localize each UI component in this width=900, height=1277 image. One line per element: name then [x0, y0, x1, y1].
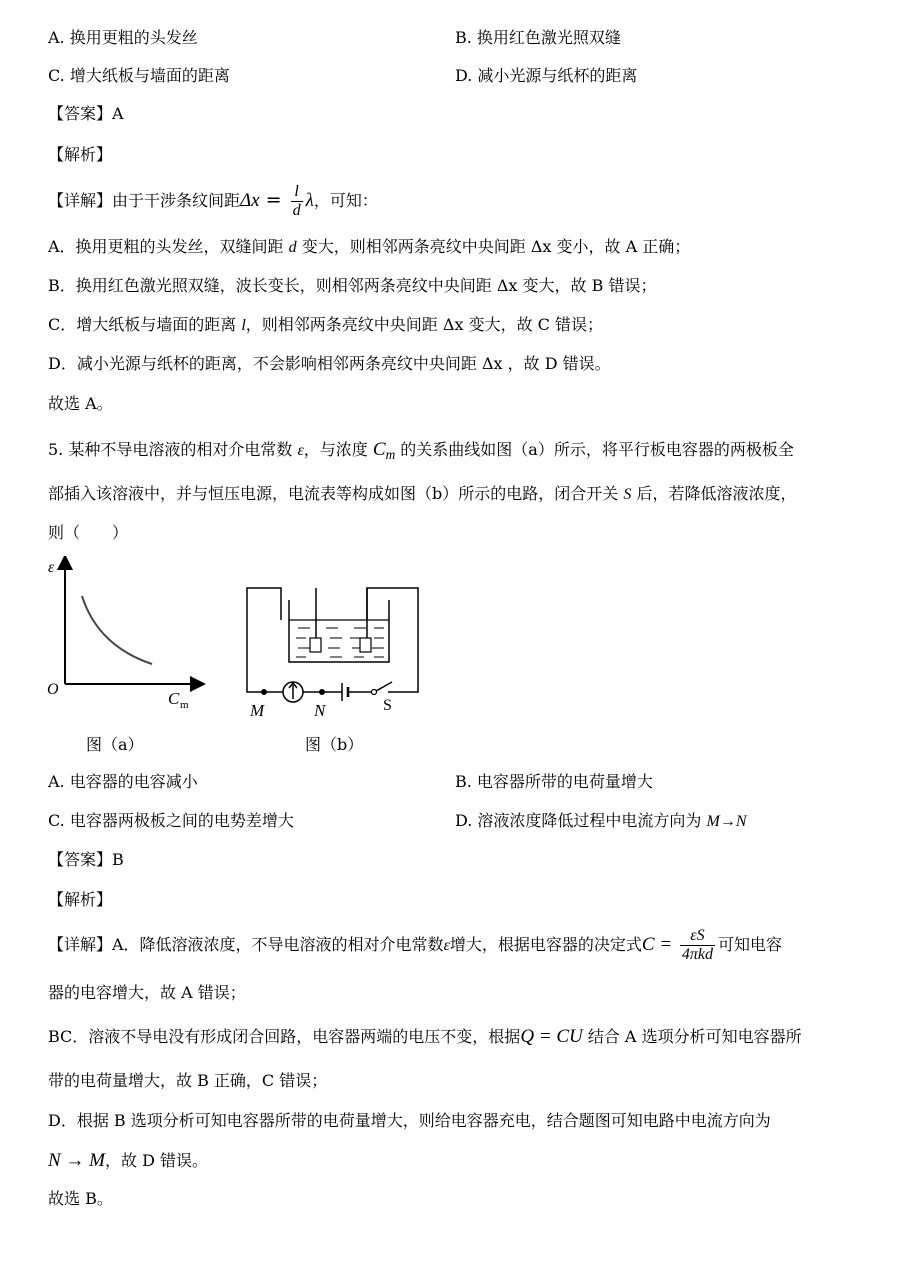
capacitor-plate-left — [310, 638, 321, 652]
switch-lever — [376, 682, 392, 691]
q4-detail-line — [48, 180, 378, 221]
q5-stem-line2: 部插入该溶液中，并与恒压电源，电流表等构成如图（b）所示的电路，闭合开关 S 后，若降低溶液浓度， — [48, 484, 797, 503]
label-m: M — [250, 701, 265, 720]
q5-option-a: A. 电容器的电容减小 — [48, 772, 198, 791]
beaker — [289, 600, 389, 662]
q4-option-a: A. 换用更粗的头发丝 — [48, 28, 198, 47]
switch-contact — [372, 690, 377, 695]
q5-detail-d-line2: N → M，故 D 错误。 — [48, 1150, 209, 1171]
q4-analysis-label: 【解析】 — [48, 145, 113, 164]
q5-detail-bc-line1: BC．溶液不导电没有形成闭合回路，电容器两端的电压不变，根据Q = CU 结合 A 选项分析可知电容器所 — [48, 1026, 802, 1047]
math-delta-x: Δx — [240, 190, 260, 211]
q5-option-c: C. 电容器两极板之间的电势差增大 — [48, 811, 294, 830]
circuit-right-wire — [367, 588, 418, 692]
figure-a-epsilon-vs-concentration — [40, 556, 210, 716]
figure-a-origin: O — [47, 681, 59, 698]
label-n: N — [314, 701, 326, 720]
q4-answer: 【答案】A — [48, 104, 124, 123]
math-equals: = — [259, 189, 288, 211]
q5-detail-d-line1: D．根据 B 选项分析可知电容器所带的电荷量增大，则给电容器充电，结合题图可知电路中电流方向为 — [48, 1111, 771, 1130]
q5-detail-bc-line2: 带的电荷量增大，故 B 正确，C 错误； — [48, 1071, 328, 1090]
q4-option-d: D. 减小光源与纸杯的距离 — [455, 66, 638, 85]
figure-a-y-label: ε — [48, 559, 55, 576]
math-lambda: λ — [305, 190, 314, 211]
q5-detail-a-line1: 【详解】A．降低溶液浓度，不导电溶液的相对介电常数ε增大，根据电容器的决定式C = $\frac{\varepsilon S}{\text{4πkd}}$ 可知电容 — [48, 927, 783, 963]
capacitor-plate-right — [360, 638, 371, 652]
figure-a-caption: 图（a） — [86, 735, 144, 754]
q5-stem-line1: 5. 某种不导电溶液的相对介电常数 ε，与浓度 $C_m$ 的关系曲线如图（a）所示，将平行板电容器的两极板全 — [48, 439, 794, 463]
node-n — [319, 689, 325, 695]
figure-a-curve — [82, 596, 152, 664]
q5-option-d: D. 溶液浓度降低过程中电流方向为 M→N — [455, 811, 747, 830]
circuit-left-wire — [247, 588, 281, 692]
figure-a-x-label-sub: m — [180, 699, 189, 711]
math-fraction-l-over-d: $\frac{l}{d}$ — [292, 183, 301, 219]
node-m — [261, 689, 267, 695]
math-fraction-capacitance: $\frac{\varepsilon S}{\text{4πkd}}$ — [681, 927, 714, 963]
q5-analysis-label: 【解析】 — [48, 890, 113, 909]
q4-detail-text-tail: ，可知： — [313, 191, 378, 210]
q4-explanation-c: C．增大纸板与墙面的距离 l，则相邻两条亮纹中央间距 Δx 变大，故 C 错误； — [48, 315, 603, 334]
q4-explanation-a: A．换用更粗的头发丝，双缝间距 d 变大，则相邻两条亮纹中央间距 Δx 变小，故 A 正确； — [48, 237, 691, 256]
q5-stem-line3: 则（ ） — [48, 523, 129, 542]
q5-choose: 故选 B。 — [48, 1189, 113, 1208]
q5-answer: 【答案】B — [48, 850, 124, 869]
q4-option-c: C. 增大纸板与墙面的距离 — [48, 66, 230, 85]
q4-explanation-b: B．换用红色激光照双缝，波长变长，则相邻两条亮纹中央间距 Δx 变大，故 B 错误； — [48, 276, 657, 295]
q5-detail-a-line2: 器的电容增大，故 A 错误； — [48, 983, 246, 1002]
figure-a-x-label: C — [168, 689, 180, 708]
label-s: S — [383, 697, 392, 714]
q5-option-b: B. 电容器所带的电荷量增大 — [455, 772, 653, 791]
figure-b-circuit — [238, 580, 438, 720]
q4-choose: 故选 A。 — [48, 394, 113, 413]
q4-detail-text: 【详解】由于干涉条纹间距 — [48, 191, 241, 210]
figure-b-caption: 图（b） — [305, 735, 364, 754]
q4-option-b: B. 换用红色激光照双缝 — [455, 28, 621, 47]
q4-explanation-d: D．减小光源与纸杯的距离，不会影响相邻两条亮纹中央间距 Δx ，故 D 错误。 — [48, 354, 611, 373]
